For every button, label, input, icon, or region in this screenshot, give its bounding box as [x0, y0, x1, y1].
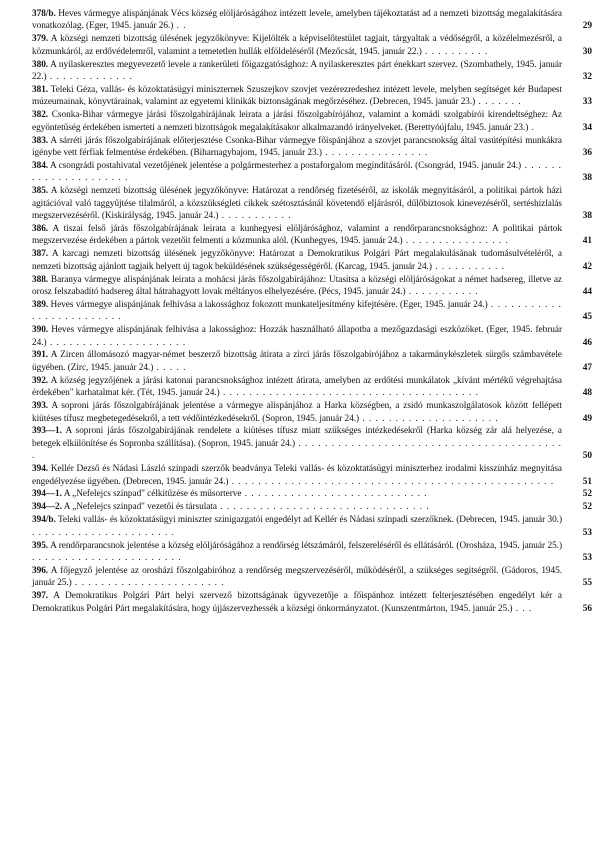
toc-entry [32, 33, 592, 58]
leader-dots: . [528, 122, 535, 133]
entry-number: 397. [32, 591, 49, 602]
toc-entry [32, 501, 592, 513]
toc-entry [32, 425, 592, 462]
entry-page-number: 56 [582, 603, 592, 614]
entry-text: Kellér Dezső és Nádasi László szinpadi szerzők beadványa Teleki vallás- és közoktatásügyi miniszterhez irodalmi kisszínház megnyitása engedélyezése ügyében. (Debrecen, 1945. január 24.) [32, 464, 562, 487]
entry-number: 388. [32, 274, 49, 285]
leader-dots: . . . . . . . . . . . . . . . . . . . . . . . . . . . . . . . . . . . . . . . . . . . . . . . . . [228, 476, 555, 487]
entry-number: 393—1. [32, 426, 62, 437]
entry-number: 380. [32, 59, 49, 70]
leader-dots: . . . . . . . . . . . . . . . . . . . . . . . [32, 552, 182, 563]
entry-text: A község jegyzőjének a járási katonai parancsnoksághoz intézett átirata, amelyben az erdőtési munkálatok „kívánt mértékű végrehajtása érdekében" karhatalmat kér. (Tét, 1945. január 24.) [32, 375, 563, 399]
leader-dots: . . . . . . . . . . [421, 46, 489, 57]
entry-number: 396. [32, 565, 49, 576]
toc-entry [32, 540, 592, 565]
entry-page-number: 42 [582, 261, 592, 272]
toc-entry [32, 84, 592, 109]
entry-text: A sárréti járás főszolgabírájának előterjesztése Csonka-Bihar vármegye főispánjához a szovjet parancsnokság által vasútépítési munkákra igénybe vett férfiak felmentése érdekében. (Biharnagybajom, 1945. január 23.) [32, 135, 562, 158]
leader-dots: . . . . . . . . . . . . . . . . . . . . . . . . . . . . . . . . [216, 502, 430, 513]
entry-page-number: 53 [582, 527, 592, 538]
toc-entry [32, 274, 592, 299]
entry-text: Heves vármegye alispánjának felhívása a lakossághoz fokozott munkateljesítmény kifejtésére. (Eger, 1945. január 24.) [50, 299, 488, 310]
entry-page-number: 41 [582, 236, 592, 247]
entry-page-number: 52 [582, 489, 592, 500]
entry-text: Heves vármegye alispánjának felhívása a lakossághoz: Hozzák használható állapotba a mezőgazdasági eszközöket. (Eger, 1945. február 24.) [32, 325, 562, 348]
toc-entry [32, 565, 592, 590]
entry-number: 394. [32, 464, 49, 475]
leader-dots: . . . . . . . . . . . [218, 211, 292, 221]
entry-page-number: 49 [582, 413, 592, 424]
leader-dots: . . . . . . . . . . . . . . . . . . . . . . . . . [32, 299, 562, 323]
entry-page-number: 48 [582, 388, 592, 399]
leader-dots: . . . . . . . . . . . . . . . . . . . . . [46, 337, 187, 348]
entry-number: 394/b. [32, 515, 56, 526]
toc-entry [32, 375, 592, 400]
leader-dots: . . . . . . . . . . . . . . . . . . . . . . . [71, 578, 225, 589]
entry-text: Teleki vallás- és közoktatásügyi miniszter szinigazgatói engedélyt ad Kellér és Nádasi színpadi szerzőknek. (Debrecen, 1945. január 30.) [57, 515, 562, 526]
entry-text: A „Nefelejcs színpad" célkitűzése és műsorterve [63, 489, 242, 500]
entry-text: A rendőrparancsnok jelentése a község elöljáróságához a rendőrség létszámáról, felszereléséről és ellátásáról. (Orosháza, 1945. január 25.) [50, 540, 563, 551]
leader-dots: . . . . . . . . . . . . . . . . . . . . . . . . . . . . . . . . . . . . . . . [219, 388, 479, 399]
leader-dots: . . . . . . . . . . . [431, 261, 506, 272]
entry-number: 394—1. [32, 489, 62, 500]
entry-text: Heves vármegye alispánjának Vécs község elöljáróságához intézett levele, amelyben tájékoztatást ad a nemzeti bizottság megalakítására vonatkozólag. (Eger, 1945. január 26.) [32, 9, 562, 32]
entry-number: 385. [32, 186, 49, 197]
toc-entry [32, 590, 592, 615]
toc-entry [32, 349, 592, 374]
leader-dots: . . . . . . . . . . . . . . . . . . . . . . . . . . . . [241, 489, 428, 500]
entry-number: 378/b. [32, 9, 56, 19]
entry-text: A főjegyző jelentése az orosházi főszolgabíróhoz a rendőrség megszervezéséről, működéséről, a szükséges segítségről. (Gádoros, 1945. január 25.) [32, 565, 562, 589]
entry-page-number: 33 [582, 97, 592, 108]
toc-entry [32, 488, 592, 500]
entry-text: A „Nefelejcs színpad" vezetői és társulata [63, 502, 217, 513]
entry-text: A karcagi nemzeti bizottság ülésének jegyzőkönyve: Határozat a Demokratikus Polgári Párt megalakulásának tudomásulvételéről, a nemzeti bizottság ajánlott tagjaik helyett új tagok beküldésének szükségességéről. (Karcag, 1945. január 24.) [32, 249, 563, 272]
entry-page-number: 38 [582, 211, 592, 221]
entry-number: 381. [32, 84, 49, 95]
entry-page-number: 30 [582, 46, 592, 57]
entry-page-number: 38 [582, 173, 592, 184]
entry-page-number: 46 [582, 337, 592, 348]
entry-number: 387. [32, 249, 49, 260]
entry-page-number: 44 [582, 286, 592, 297]
leader-dots: . . . . . . . . . . . . . [46, 72, 133, 83]
entry-page-number: 50 [582, 451, 592, 462]
toc-entry [32, 463, 592, 488]
entry-text: A csongrádi postahivatal vezetőjének jelentése a polgármesterhez a postaforgalom megindításáról. (Csongrád, 1945. január 24.) [50, 160, 522, 171]
entry-text: A Zircen állomásozó magyar-német beszerző bizottság átirata a zirci járás főszolgabírójához a takarmánykészletek sürgős számbavétele ügyében. (Zirc, 1945. január 24.) [32, 350, 562, 373]
toc-entry [32, 299, 592, 324]
leader-dots: . . [173, 21, 187, 32]
toc-entry [32, 324, 592, 349]
entry-page-number: 45 [582, 312, 592, 323]
leader-dots: . . . . . [153, 362, 187, 373]
toc-entry [32, 8, 592, 33]
entry-number: 390. [32, 325, 49, 336]
entry-text: A községi nemzeti bizottság ülésének jegyzőkönyve: Kijelölték a képviselőtestület tagjait, tárgyaltak a védőségről, a közélelmezésről, a közmunkáról, az erdővédelemről, valamint a temetetlen hullák elföldeléséről (Mezőcsát, 1945. január 22.) [32, 34, 562, 57]
entry-page-number: 34 [582, 122, 592, 133]
entry-number: 379. [32, 34, 49, 45]
entry-page-number: 52 [582, 502, 592, 513]
leader-dots: . . . . . . . . . . . . . . . . . . . . . [359, 413, 499, 424]
toc-entry [32, 185, 592, 222]
entry-page-number: 55 [582, 578, 592, 589]
entry-number: 394—2. [32, 502, 62, 513]
entry-page-number: 32 [582, 72, 592, 83]
toc-entry [32, 400, 592, 425]
leader-dots: . . . . . . . . . . . . . . . . [402, 236, 509, 247]
entry-text: A nyilaskeresztes megyevezető levele a rankerületi főigazgatósághoz: A nyilaskeresztes párt énekkart szervez. (Szombathely, 1945. január 22.) [32, 59, 563, 83]
entry-number: 389. [32, 299, 49, 310]
toc-entry [32, 248, 592, 273]
toc-entry [32, 135, 592, 160]
entry-number: 395. [32, 540, 49, 551]
leader-dots: . . . . . . . . . . . . . . . . . . . . . [32, 160, 563, 184]
leader-dots: . . . . . . . . . . . . . . . . . . . . . . . . . . . . . . . . . . . . . . . . . [32, 438, 562, 462]
entry-page-number: 47 [582, 362, 592, 373]
entry-text: A községi nemzeti bizottság ülésének jegyzőkönyve: Határozat a rendőrség fizetéséről, az iskolák megnyitásáról, a politikai pártok házi agitációval való taggyűjtése tilalmáról, a közszükségleti cikkek szétosztásánál követendő eljárásról, dűlőbiztosok kinevezéséről, sertéshízlalás megszervezéséről. (Kiskirályság, 1945. január 24.) [32, 186, 563, 221]
entry-text: A soproni járás főszolgabírájának jelentése a vármegye alispánjához a Harka községben, a zsidó munkaszolgálatosok között fellépett kiütéses tífusz megbetegedésekről, a tett védőintézkedésekről. (Sopron, 1945. január 24.) [32, 401, 562, 424]
leader-dots: . . . . . . . . . . . [405, 286, 479, 297]
entry-number: 383. [32, 135, 49, 146]
leader-dots: . . . [512, 603, 533, 614]
entry-number: 382. [32, 110, 49, 121]
leader-dots: . . . . . . . [475, 97, 522, 108]
toc-entry [32, 59, 592, 84]
entry-number: 393. [32, 401, 49, 412]
entry-page-number: 36 [582, 147, 592, 158]
entry-page-number: 51 [582, 476, 592, 487]
entry-text: Csonka-Bihar vármegye járási főszolgabírájának leirata a járási főszolgabírójához, valamint a komádi szolgabírói kirendeltséghez: Az egyöntetűség érdekében ismertetí a nemzeti bizottságok megalakításakor alkalmazandó irányelveket. (Berettyóújfalu, 1945. január 23.) [32, 110, 562, 133]
entry-text: A tiszai felső járás főszolgabírájának leirata a kunhegyesi elöljárósághoz, valamint a rendőrparancsnoksághoz: A politikai pártok megszervezése érdekében a pártok vezetőit felmenti a közmunka alól. (Kunhegyes, 1945. január 24.) [32, 223, 562, 247]
entry-page-number: 29 [582, 21, 592, 32]
entry-number: 391. [32, 350, 49, 361]
entry-text: Teleki Géza, vallás- és közoktatásügyi miniszternek Szuszejkov szovjet vezérezredeshez intézett levele, melyben segítséget kér Budapest múzeumainak, könyvtárainak, valamint az egyetemi klinikák biztonságának megőrzéséhez. (Debrecen, 1945. január 23.) [32, 84, 563, 108]
toc-entry [32, 514, 592, 539]
entry-text: A Demokratikus Polgári Párt helyi szervező bizottságának ügyvezetője a főispánhoz intézett felterjesztésében engedélyt kér a Demokratikus Polgári Párt megalakítására, hogy újjászervezhessék a községi önkormányzatot. (Kunszentmárton, 1945. január 25.) [32, 591, 562, 614]
toc-entry [32, 160, 592, 185]
entry-text: A soproni járás főszolgabírájának rendelete a kiütéses tífusz miatt szükséges intézkedésekről (Harka község zár alá helyezése, a betegek elkülönítése és Sopronba szállítása). (Sopron, 1945. január 24.) [32, 426, 562, 449]
entry-number: 392. [32, 375, 49, 386]
leader-dots: . . . . . . . . . . . . . . . . . . . . . . [32, 527, 175, 538]
entry-text: Baranya vármegye alispánjának leirata a mohácsi járás főszolgabírájához: Utasítsa a községi elöljáróságokat a német hadsereg, illetve az orosz felszabadító hadsereg által hátrahagyott lovak méltányos elhelyezésére. (Pécs, 1945. január 24.) [32, 274, 562, 297]
entry-page-number: 53 [582, 552, 592, 563]
leader-dots: . . . . . . . . . . . . . . . . [321, 147, 429, 158]
toc-entry [32, 109, 592, 134]
entry-number: 386. [32, 223, 49, 234]
entry-number: 384. [32, 160, 49, 171]
toc-entry [32, 223, 592, 248]
